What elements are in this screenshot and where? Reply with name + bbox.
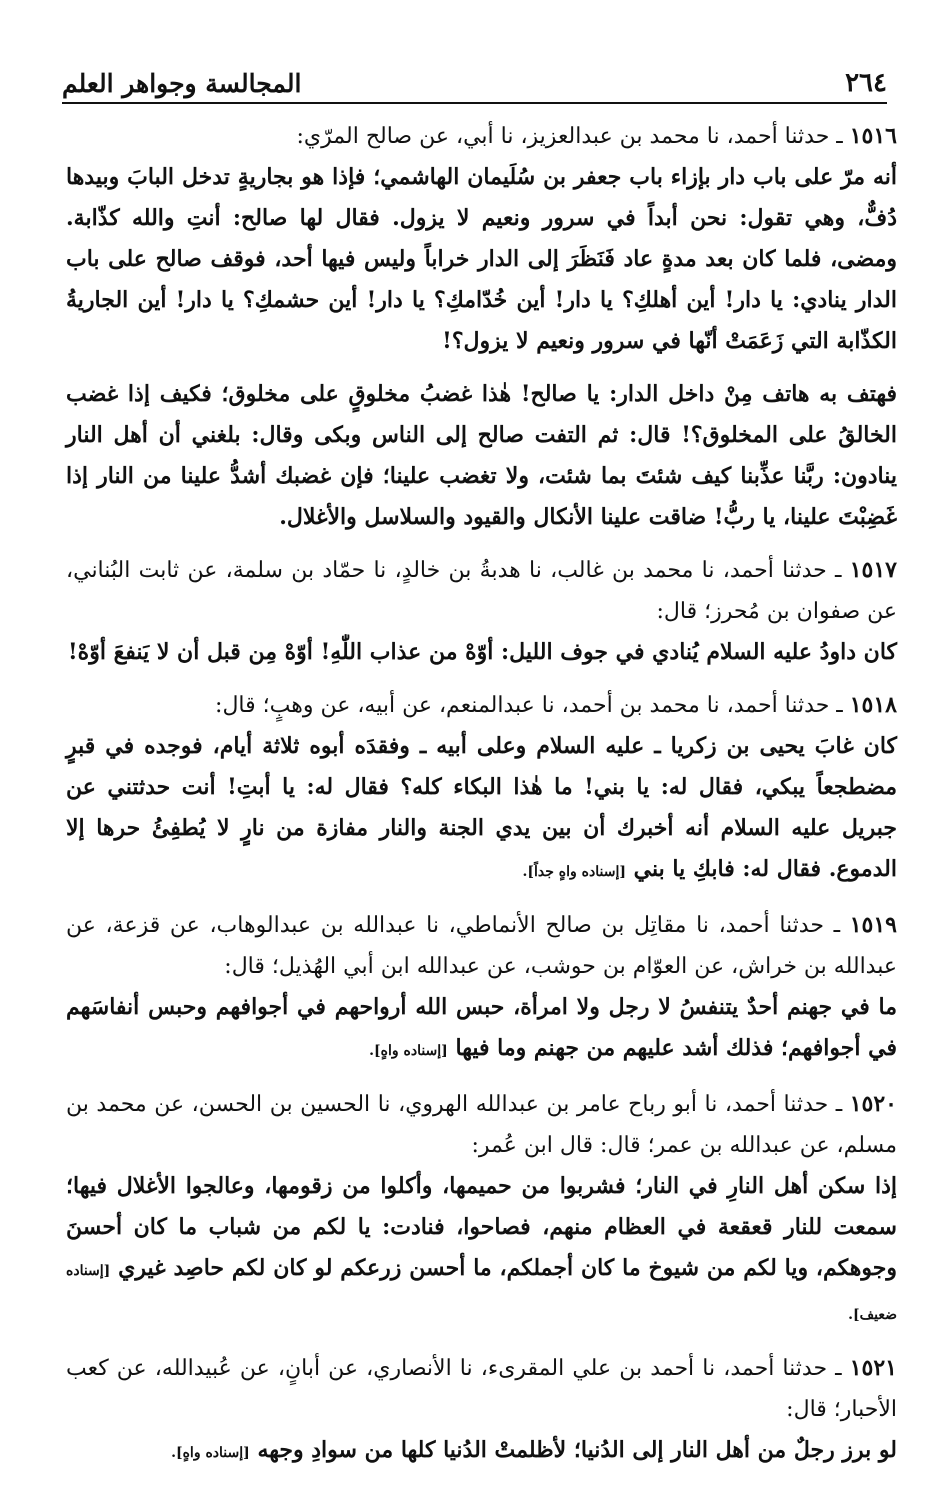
grading-note: [إسناده واهٍ]. — [369, 1043, 448, 1059]
entry-isnad — [66, 550, 897, 632]
entry-isnad — [66, 1348, 897, 1430]
entry-isnad — [66, 685, 897, 726]
running-header — [62, 58, 887, 104]
entry-text — [66, 726, 897, 893]
entry-number: ١٥١٧ — [849, 557, 897, 583]
isnad-text: ـ حدثنا أحمد، نا أحمد بن علي المقرىء، نا الأنصاري، عن أبانٍ، عن عُبيدالله، عن كعب الأحبار؛ قال: — [66, 1356, 897, 1422]
isnad-text: ـ حدثنا أحمد، نا محمد بن عبدالعزيز، نا أبي، عن صالح المرّي: — [296, 124, 850, 149]
entry-number: ١٥١٩ — [849, 912, 897, 938]
entry-text-body: لو برز رجلٌ من أهل النار إلى الدُنيا؛ لأظلمتْ الدُنيا كلها من سوادِ وجهه — [257, 1437, 897, 1463]
entry-isnad — [66, 1084, 897, 1166]
entry-text: أنه مرّ على باب دار بإزاء باب جعفر بن سُلَيمان الهاشمي؛ فإذا هو بجاريةٍ تدخل البابَ وبيدها دُفٌّ، وهي تقول: نحن أبداً في سرور ونعيم لا يزول. فقال لها صالح: أنتِ والله كذّابة. ومضى، فلما كان بعد مدةٍ عاد فَنَظَرَ إلى الدار خراباً وليس فيها أحد، فوقف صالح على باب الدار ينادي: يا دار! أين أهلكِ؟ يا دار! أين خُدّامكِ؟ يا دار! أين حشمكِ؟ يا دار! أين الجاريةُ الكذّابة التي زَعَمَتْ أنّها في سرور ونعيم لا يزول؟! — [66, 164, 897, 354]
entry-number: ١٥١٦ — [849, 123, 897, 149]
isnad-text: ـ حدثنا أحمد، نا أبو رباح عامر بن عبدالله الهروي، نا الحسين بن الحسن، عن محمد بن مسلم، عن عبدالله بن عمر؛ قال: قال ابن عُمر: — [66, 1092, 897, 1158]
entry-text-body: ما في جهنم أحدٌ يتنفسُ لا رجل ولا امرأة، حبس الله أرواحهم في أجوافهم وحبس أنفاسَهم في أجوافهم؛ فذلك أشد عليهم من جهنم وما فيها — [66, 994, 897, 1061]
entry-number: ١٥٢٠ — [849, 1091, 897, 1117]
isnad-text: ـ حدثنا أحمد، نا محمد بن أحمد، نا عبدالمنعم، عن أبيه، عن وهبٍ؛ قال: — [215, 693, 850, 718]
grading-note: [إسناده واهٍ]. — [171, 1445, 250, 1461]
entry-text-body: إذا سكن أهل النارِ في النار؛ فشربوا من حميمها، وأكلوا من زقومها، وعالجوا الأغلال فيها؛ سمعت للنار قعقعة في العظام منهم، فصاحوا، فنادت: يا لكم من شباب ما كان أحسنَ وجوهكم، ويا لكم من شيوخ ما كان أجملكم، ما أحسن زرعكم لو كان لكم حاصِد غيري — [66, 1173, 897, 1281]
entry-text: فهتف به هاتف مِنْ داخل الدار: يا صالح! هٰذا غضبُ مخلوقٍ على مخلوق؛ فكيف إذا غضب الخالقُ على المخلوق؟! قال: ثم التفت صالح إلى الناس وبكى وقال: بلغني أن أهل النار ينادون: ربَّنا عذِّبنا كيف شئتَ بما شئت، ولا تغضب علينا؛ فإن غضبك أشدُّ علينا من النار إذا غَضِبْتَ علينا، يا ربُّ! ضاقت علينا الأنكال والقيود والسلاسل والأغلال. — [66, 381, 897, 530]
page-number: ٢٦٤ — [845, 68, 887, 98]
entry-text-body: كان غابَ يحيى بن زكريا ـ عليه السلام وعلى أبيه ـ وفقدَه أبوه ثلاثة أيام، فوجده في قبرٍ مضطجعاً يبكي، فقال له: يا بني! ما هٰذا البكاء كله؟ فقال له: يا أبتِ! أنت حدثتني عن جبريل عليه السلام أنه أخبرك أن بين يدي الجنة والنار مفازة من نارٍ لا يُطفِئُ حرها إلا الدموع. فقال له: فابكِ يا بني — [66, 733, 897, 882]
entry-text: كان داودُ عليه السلام يُنادي في جوف الليل: أوّهْ من عذاب اللّٰهِ! أوّهْ مِن قبل أن لا يَنفعَ أوّهْ! — [68, 639, 897, 665]
page-body — [66, 116, 897, 1486]
entry-isnad — [66, 905, 897, 987]
entry-text — [66, 987, 897, 1072]
isnad-text: ـ حدثنا أحمد، نا مقاتِل بن صالح الأنماطي، نا عبدالله بن عبدالوهاب، عن قزعة، عن عبدالله بن خراش، عن العوّام بن حوشب، عن عبدالله ابن أبي الهُذيل؛ قال: — [66, 913, 897, 979]
grading-note: [إسناده واهٍ جداً]. — [522, 864, 626, 880]
entry-text — [66, 1166, 897, 1336]
entry-isnad — [66, 116, 897, 157]
entry-text — [66, 1430, 897, 1474]
entry-number: ١٥١٨ — [849, 692, 897, 718]
entry-number: ١٥٢١ — [849, 1355, 897, 1381]
book-title: المجالسة وجواهر العلم — [62, 69, 302, 98]
grading-note: [إسناده ضعيف]. — [66, 1263, 897, 1323]
isnad-text: ـ حدثنا أحمد، نا محمد بن غالب، نا هدبةُ بن خالدٍ، نا حمّاد بن سلمة، عن ثابت البُناني، عن صفوان بن مُحرز؛ قال: — [66, 558, 897, 624]
